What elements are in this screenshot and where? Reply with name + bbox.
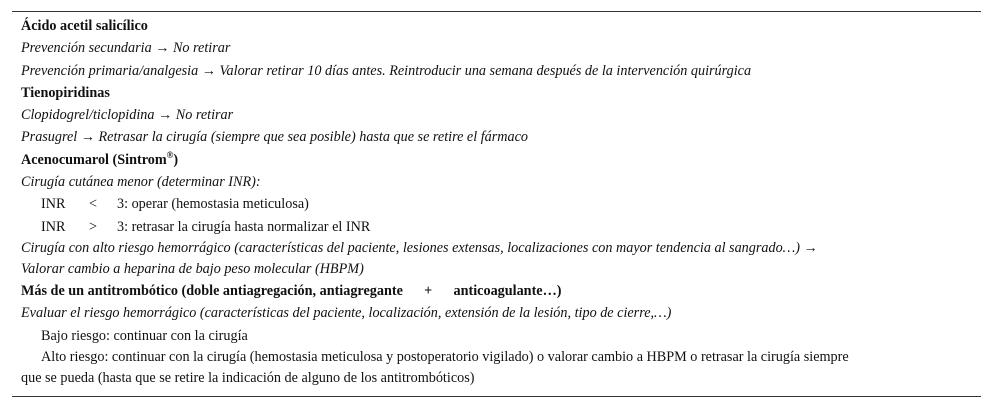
multiple-heading-part1: Más de un antitrombótico (doble antiagregación, antiagregante: [21, 282, 403, 299]
table-content: [21, 15, 973, 389]
acenocoumarol-heading-close: ): [173, 151, 179, 168]
multiple-heading-plus: +: [424, 282, 433, 299]
high-bleeding-risk-item-line2: Valorar cambio a heparina de bajo peso molecular (HBPM): [21, 260, 364, 277]
inr-row-low: [21, 193, 973, 215]
evaluate-bleeding-risk-item: Evaluar el riesgo hemorrágico (características del paciente, localización, extensión de la lesión, tipo de cierre,…): [21, 305, 672, 322]
high-bleeding-risk-item-line1: Cirugía con alto riesgo hemorrágico (características del paciente, lesiones extensas, localizaciones con mayor tendencia al sangrado…) →: [21, 239, 818, 256]
inr-label: INR: [41, 196, 66, 213]
aspirin-primary-prevention: Prevención primaria/analgesia → Valorar retirar 10 días antes. Reintroducir una semana después de la intervención quirúrgica: [21, 62, 752, 79]
aspirin-secondary-prevention: Prevención secundaria → No retirar: [21, 40, 231, 57]
inr-label: INR: [41, 218, 66, 235]
clopidogrel-item: Clopidogrel/ticlopidina → No retirar: [21, 107, 234, 124]
inr-operator: >: [89, 218, 98, 235]
multiple-heading-part2: anticoagulante…): [453, 282, 562, 299]
inr-action: 3: operar (hemostasia meticulosa): [117, 196, 309, 213]
inr-row-high: [21, 216, 973, 238]
acenocoumarol-heading: [21, 149, 973, 171]
registered-mark: ®: [166, 149, 174, 160]
high-risk-item-line2: que se pueda (hasta que se retire la indicación de alguno de los antitrombóticos): [21, 369, 475, 386]
inr-action: 3: retrasar la cirugía hasta normalizar el INR: [117, 218, 371, 235]
minor-skin-surgery-item: Cirugía cutánea menor (determinar INR):: [21, 174, 261, 191]
multiple-antithrombotic-heading: [21, 280, 973, 302]
acenocoumarol-heading-text: Acenocumarol (Sintrom: [21, 151, 167, 168]
recommendations-table: [12, 11, 981, 397]
thienopyridines-heading: Tienopiridinas: [21, 84, 110, 101]
high-risk-item-line1: Alto riesgo: continuar con la cirugía (hemostasia meticulosa y postoperatorio vigilado) o valorar cambio a HBPM o retrasar la cirugía siempre: [41, 348, 849, 365]
inr-operator: <: [89, 196, 98, 213]
aspirin-heading: Ácido acetil salicílico: [21, 18, 148, 34]
prasugrel-item: Prasugrel → Retrasar la cirugía (siempre que sea posible) hasta que se retire el fármaco: [21, 129, 529, 146]
low-risk-item: Bajo riesgo: continuar con la cirugía: [41, 327, 248, 344]
